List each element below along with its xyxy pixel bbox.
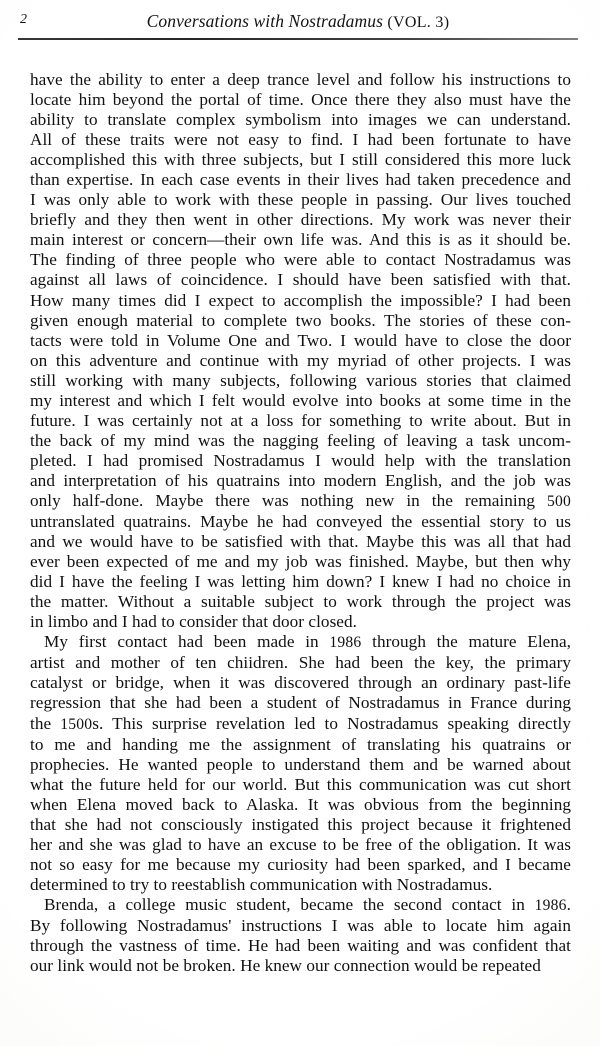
line-text: against all laws of coincidence. I should have been satisfied with that. bbox=[30, 270, 571, 290]
line-text: and interpretation of his quatrains into modern English, and the job was bbox=[30, 470, 571, 490]
text-line bbox=[30, 552, 571, 572]
text-line bbox=[30, 592, 571, 612]
text-line bbox=[30, 755, 571, 775]
line-text: artist and mother of ten chiidren. She had been the key, the primary bbox=[30, 653, 571, 673]
line-text: Brenda, a college music student, became the second contact in 1986. bbox=[44, 894, 571, 914]
text-line bbox=[30, 936, 571, 956]
line-text: her and she was glad to have an excuse to be free of the obligation. It was bbox=[30, 834, 571, 854]
volume-label: (VOL. 3) bbox=[387, 14, 450, 31]
line-text: what the future held for our world. But this communication was cut short bbox=[30, 774, 571, 794]
line-text: My first contact had been made in 1986 through the mature Elena, bbox=[44, 632, 571, 652]
text-line bbox=[30, 735, 571, 755]
text-line bbox=[30, 190, 571, 210]
line-text: briefly and they then went in other directions. My work was never their bbox=[30, 210, 571, 230]
text-line bbox=[30, 391, 571, 411]
line-text: future. I was certainly not at a loss for something to write about. But in bbox=[30, 410, 571, 430]
line-text: and we would have to be satisfied with that. Maybe this was all that had bbox=[30, 532, 571, 552]
line-text: did I have the feeling I was letting him down? I knew I had no choice in bbox=[30, 572, 571, 592]
line-text: through the vastness of time. He had been waiting and was confident that bbox=[30, 936, 571, 956]
text-line bbox=[30, 673, 571, 693]
line-text: How many times did I expect to accomplish the impossible? I had been bbox=[30, 290, 571, 310]
text-line bbox=[30, 451, 571, 471]
text-line bbox=[30, 815, 571, 835]
page-number: 2 bbox=[20, 12, 28, 27]
text-line bbox=[30, 291, 571, 311]
line-text: our link would not be broken. He knew our connection would be repeated bbox=[30, 956, 541, 976]
line-text: pleted. I had promised Nostradamus I would help with the translation bbox=[30, 450, 571, 470]
text-line bbox=[30, 210, 571, 230]
line-text: main interest or concern—their own life was. And this is as it should be. bbox=[30, 230, 571, 250]
line-text: when Elena moved back to Alaska. It was obvious from the beginning bbox=[30, 794, 571, 814]
text-line bbox=[30, 311, 571, 331]
line-text: regression that she had been a student of Nostradamus in France during bbox=[30, 693, 571, 713]
text-line bbox=[30, 411, 571, 431]
line-text: locate him beyond the portal of time. Once there they also must have the bbox=[30, 90, 571, 110]
header-rule bbox=[18, 38, 578, 40]
text-line bbox=[30, 835, 571, 855]
text-line bbox=[30, 532, 571, 552]
text-line bbox=[30, 170, 571, 190]
line-text: only half-done. Maybe there was nothing new in the remaining 500 bbox=[30, 490, 571, 510]
line-text: ever been expected of me and my job was finished. Maybe, but then why bbox=[30, 552, 571, 572]
line-text: not so easy for me because my curiosity had been sparked, and I became bbox=[30, 854, 571, 874]
line-text: that she had not consciously instigated this project because it frightened bbox=[30, 814, 571, 834]
text-line bbox=[30, 250, 571, 270]
text-line bbox=[30, 491, 571, 512]
text-line bbox=[30, 70, 571, 90]
text-line bbox=[30, 431, 571, 451]
text-line bbox=[30, 371, 571, 391]
text-line bbox=[30, 916, 571, 936]
line-text: the back of my mind was the nagging feeling of leaving a task uncom- bbox=[30, 430, 571, 450]
text-line bbox=[30, 90, 571, 110]
text-line bbox=[30, 632, 571, 653]
text-line bbox=[30, 150, 571, 170]
body-text bbox=[30, 70, 571, 976]
line-text: to me and handing me the assignment of translating his quatrains or bbox=[30, 734, 571, 754]
line-text: in limbo and I had to consider that door closed. bbox=[30, 612, 357, 632]
text-line bbox=[30, 653, 571, 673]
text-line bbox=[30, 471, 571, 491]
text-line bbox=[30, 855, 571, 875]
line-text: catalyst or bridge, when it was discovered through an ordinary past-life bbox=[30, 673, 571, 693]
line-text: given enough material to complete two books. The stories of these con- bbox=[30, 310, 571, 330]
paragraph bbox=[30, 70, 571, 632]
old-style-figure: 1500 bbox=[60, 715, 93, 733]
text-line bbox=[30, 270, 571, 290]
text-line bbox=[30, 331, 571, 351]
line-text: my interest and which I felt would evolve into books at some time in the bbox=[30, 390, 571, 410]
text-line bbox=[30, 110, 571, 130]
text-line bbox=[30, 612, 571, 632]
text-line bbox=[30, 956, 571, 976]
text-line bbox=[30, 693, 571, 713]
line-text: have the ability to enter a deep trance level and follow his instructions to bbox=[30, 70, 571, 89]
running-header bbox=[18, 10, 578, 40]
line-text: I was only able to work with these people in passing. Our lives touched bbox=[30, 190, 571, 210]
book-title: Conversations with Nostradamus bbox=[146, 11, 384, 31]
line-text: the matter. Without a suitable subject to work through the project was bbox=[30, 592, 571, 612]
old-style-figure: 1986 bbox=[534, 896, 567, 914]
line-text: The finding of three people who were able to contact Nostradamus was bbox=[30, 250, 571, 270]
line-text: accomplished this with three subjects, but I still considered this more luck bbox=[30, 150, 571, 170]
line-text: on this adventure and continue with my myriad of other projects. I was bbox=[30, 350, 571, 370]
paragraph bbox=[30, 632, 571, 895]
line-text: prophecies. He wanted people to understand them and be warned about bbox=[30, 754, 571, 774]
line-text: than expertise. In each case events in their lives had taken precedence and bbox=[30, 170, 571, 190]
text-line bbox=[30, 572, 571, 592]
text-line bbox=[30, 775, 571, 795]
text-line bbox=[30, 230, 571, 250]
line-text: tacts were told in Volume One and Two. I would have to close the door bbox=[30, 330, 571, 350]
line-text: All of these traits were not easy to find. I had been fortunate to have bbox=[30, 130, 571, 150]
old-style-figure: 500 bbox=[547, 492, 571, 510]
line-text: determined to try to reestablish communication with Nostradamus. bbox=[30, 874, 493, 894]
text-line bbox=[30, 795, 571, 815]
text-line bbox=[30, 130, 571, 150]
text-line bbox=[30, 895, 571, 916]
text-line bbox=[30, 875, 571, 895]
header-title-block bbox=[18, 10, 578, 34]
line-text: the 1500s. This surprise revelation led to Nostradamus speaking directly bbox=[30, 713, 571, 733]
text-line bbox=[30, 512, 571, 532]
paragraph bbox=[30, 895, 571, 976]
line-text: still working with many subjects, following various stories that claimed bbox=[30, 370, 571, 390]
line-text: untranslated quatrains. Maybe he had conveyed the essential story to us bbox=[30, 512, 571, 532]
old-style-figure: 1986 bbox=[329, 634, 362, 652]
line-text: By following Nostradamus' instructions I was able to locate him again bbox=[30, 915, 571, 935]
text-line bbox=[30, 714, 571, 735]
text-line bbox=[30, 351, 571, 371]
line-text: ability to translate complex symbolism into images we can understand. bbox=[30, 110, 571, 130]
